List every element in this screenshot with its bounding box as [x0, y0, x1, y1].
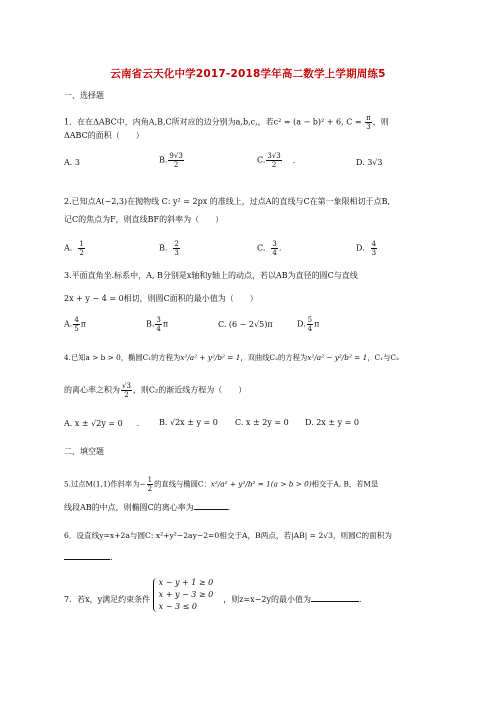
question-1: [64, 114, 432, 131]
hyperbola-equation: x²/a² − y²/b² = 1: [307, 353, 368, 362]
option-label: B.: [159, 155, 168, 165]
question-7-text: 7．若x，y满足约束条件: [64, 595, 151, 604]
question-7-end: ．: [358, 595, 367, 604]
option-suffix: π: [314, 319, 320, 329]
q2-option-b: [159, 240, 181, 257]
answer-blank[interactable]: [64, 550, 110, 560]
constraint-3: x − 3 ≤ 0: [158, 602, 197, 611]
frac-denominator: 3: [371, 249, 377, 257]
option-label: D.: [297, 319, 306, 329]
q4-option-b: B. √2x ± y = 0: [159, 418, 218, 427]
question-1-text: 1．在在ΔABC中，内角A,B,C所对应的边分别为a,b,c,，若c² = (a − b)² + 6, C =: [64, 117, 362, 127]
q1-option-b: [159, 152, 185, 169]
question-2-line2: 记C的焦点为F，则直线BF的斜率为（ ）: [64, 215, 224, 224]
frac-denominator: 5: [74, 325, 79, 333]
q3-option-c: C. (6 − 2√5)π: [218, 320, 273, 329]
frac-numerator: √3: [122, 382, 131, 390]
question-6-end: ．: [110, 553, 118, 562]
question-4-post: ，则C₂的渐近线方程为（ ）: [132, 385, 247, 395]
question-4-text: 4.已知a > b > 0，椭圆C₁的方程为: [64, 353, 181, 362]
option-label: A.: [64, 319, 73, 329]
option-label: D.: [356, 243, 365, 253]
frac-denominator: 2: [173, 161, 179, 169]
frac-numerator: 3√3: [267, 152, 281, 160]
q4-option-d: D. 2x ± y = 0: [305, 418, 360, 427]
q1-option-a: A. 3: [64, 158, 80, 167]
question-2: 2.已知点A(−2,3)在抛物线 C: y² = 2px 的准线上，过点A的直线与C在第一象限相切于点B,: [64, 197, 391, 206]
question-4-options: [64, 418, 444, 430]
question-5-post: 相交于A, B，若M是: [311, 479, 379, 489]
q3-option-a: [64, 316, 86, 333]
frac-denominator: 3: [366, 123, 371, 131]
q1-option-d: D. 3√3: [356, 158, 383, 167]
frac-numerator: 3: [156, 316, 161, 324]
question-4-post: ，C₁与C₂: [367, 353, 399, 362]
question-1-options: [64, 152, 444, 172]
frac-denominator: 2: [271, 161, 277, 169]
ellipse-equation: x²/a² + y²/b² = 1(a > b > 0): [210, 479, 312, 489]
q4-option-c: C. x ± 2y = 0: [235, 418, 289, 427]
option-label: C.: [257, 155, 266, 165]
question-4: [64, 352, 432, 364]
frac-numerator: π: [366, 114, 371, 122]
question-7-post: ，则z=x−2y的最小值为: [223, 595, 311, 604]
question-1-line2: ΔABC的面积（ ）: [64, 131, 144, 140]
option-suffix: ．: [292, 155, 301, 165]
question-7: [64, 578, 432, 611]
option-label: B.: [159, 243, 168, 253]
frac-denominator: 4: [307, 325, 313, 333]
question-5-line2: [64, 500, 432, 514]
question-5-end: ．: [227, 503, 236, 512]
frac-denominator: 2: [124, 391, 129, 399]
ellipse-equation: x²/a² + y²/b² = 1: [180, 353, 241, 362]
frac-numerator: 5: [307, 316, 313, 324]
q1-option-c: [257, 152, 301, 169]
frac-denominator: 2: [79, 249, 84, 257]
frac-denominator: 4: [272, 249, 277, 257]
question-4-line2: [64, 382, 432, 399]
q2-option-d: [356, 240, 378, 257]
question-5-text: 5.过点M(1,1)作斜率为−: [64, 479, 146, 489]
page-title: 云南省云天化中学2017-2018学年高二数学上学期周练5: [110, 68, 386, 80]
frac-numerator: 4: [371, 240, 377, 248]
frac-numerator: 4: [74, 316, 79, 324]
q3-option-d: [297, 316, 319, 333]
question-6: 6．设直线y=x+2a与圆C: x²+y²−2ay−2=0相交于A，B两点，若|AB| = 2√3，则圆C的面积为: [64, 531, 392, 540]
frac-numerator: 1: [147, 476, 153, 484]
question-5-mid: 的直线与椭圆C：: [154, 479, 211, 489]
frac-denominator: 2: [147, 485, 153, 493]
question-1-tail: ，则: [372, 117, 389, 127]
answer-blank[interactable]: [311, 592, 359, 602]
option-suffix: π: [162, 319, 169, 329]
question-4-text: 的离心率之积为: [64, 385, 120, 395]
option-suffix: ．: [136, 419, 145, 428]
option-label: B.: [146, 319, 155, 329]
constraint-2: x + y − 3 ≥ 0: [158, 590, 214, 599]
question-3-options: [64, 316, 444, 334]
question-1-fraction: [365, 114, 372, 131]
section-choice-heading: 一、选择题: [64, 91, 104, 100]
answer-blank[interactable]: [194, 500, 228, 510]
question-3: 3.平面直角坐.标系中，A, B分别是x轴和y轴上的动点，若以AB为直径的圆C与直线: [64, 271, 358, 280]
question-5-text: 线段AB的中点，则椭圆C的离心率为: [64, 503, 194, 512]
frac-denominator: 3: [174, 249, 179, 257]
option-text: A. x ± √2y = 0: [64, 419, 123, 428]
q3-option-b: [146, 316, 168, 333]
q2-option-c: [257, 240, 281, 257]
q4-option-a: [64, 418, 145, 429]
constraint-system: [153, 578, 221, 611]
question-6-line2: [64, 550, 432, 564]
question-2-options: [64, 240, 444, 258]
frac-numerator: 3: [272, 240, 277, 248]
option-label: C.: [257, 243, 266, 253]
question-3-line2: 2x + y − 4 = 0相切，则圆C面积的最小值为（ ）: [64, 294, 258, 303]
question-5: [64, 476, 432, 493]
option-suffix: .: [278, 243, 282, 253]
option-label: A.: [64, 243, 73, 253]
q2-option-a: [64, 240, 86, 257]
frac-numerator: 2: [174, 240, 179, 248]
frac-denominator: 4: [156, 325, 161, 333]
section-fill-heading: 二、填空题: [64, 447, 104, 456]
constraint-1: x − y + 1 ≥ 0: [158, 578, 214, 587]
question-4-mid: ，双曲线C₂的方程为: [240, 353, 308, 362]
frac-numerator: 1: [79, 240, 84, 248]
option-suffix: π: [80, 319, 87, 329]
frac-numerator: 9√3: [169, 152, 183, 160]
